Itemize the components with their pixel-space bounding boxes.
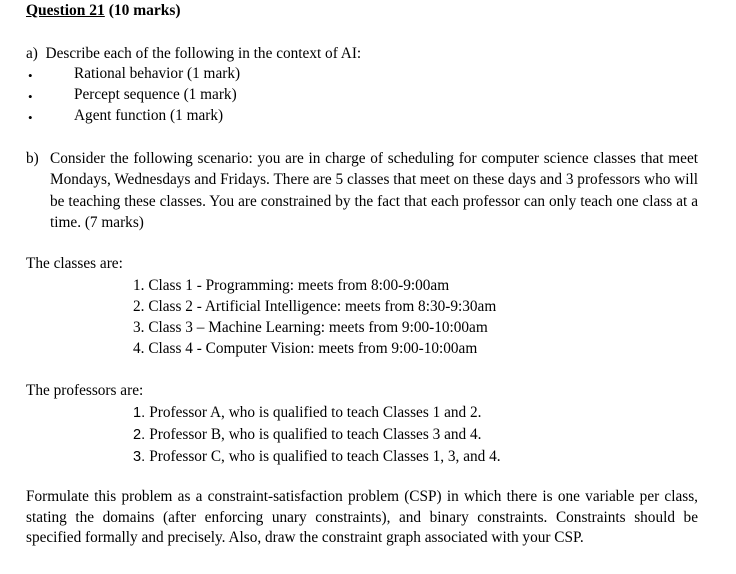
- list-item: [133, 317, 496, 338]
- bullet-icon: •: [28, 68, 33, 83]
- class-item-text: Class 3 – Machine Learning: meets from 9:00-10:00am: [148, 319, 488, 336]
- professor-item-text: Professor A, who is qualified to teach Classes 1 and 2.: [149, 404, 482, 421]
- part-b-label: b): [26, 150, 39, 167]
- question-number: Question 21: [26, 2, 105, 19]
- list-number: 3.: [133, 449, 146, 465]
- list-number: 3.: [133, 319, 145, 336]
- class-item-text: Class 2 - Artificial Intelligence: meets from 8:30-9:30am: [148, 298, 497, 315]
- part-a-item-rational-behavior: Rational behavior (1 mark): [74, 65, 241, 82]
- class-item-text: Class 4 - Computer Vision: meets from 9:00-10:00am: [148, 340, 478, 357]
- question-marks: (10 marks): [108, 2, 181, 19]
- classes-heading: The classes are:: [26, 255, 123, 272]
- list-item: [133, 424, 501, 446]
- part-a-label: a): [26, 45, 38, 62]
- list-item: [133, 275, 496, 296]
- part-a-prompt: Describe each of the following in the context of AI:: [45, 45, 362, 62]
- class-item-text: Class 1 - Programming: meets from 8:00-9:00am: [148, 277, 450, 294]
- list-number: 2.: [133, 298, 145, 315]
- list-number: 1.: [133, 405, 146, 421]
- formulation-instruction: Formulate this problem as a constraint-satisfaction problem (CSP) in which there is one variable per class, stating the domains (after enforcing unary constraints), and binary constraints. Constraints should be specified formally and precisely. Also, draw the constraint graph associated with your CSP.: [26, 488, 698, 547]
- list-number: 1.: [133, 277, 145, 294]
- professors-list: [133, 402, 501, 468]
- list-number: 2.: [133, 427, 146, 443]
- list-item: [133, 338, 496, 359]
- part-a-item-percept-sequence: Percept sequence (1 mark): [74, 86, 237, 103]
- bullet-icon: •: [28, 110, 33, 125]
- list-item: [133, 296, 496, 317]
- classes-list: [133, 275, 496, 359]
- professors-heading: The professors are:: [26, 382, 144, 399]
- part-a-item-agent-function: Agent function (1 mark): [74, 107, 224, 124]
- list-item: [133, 402, 501, 424]
- list-number: 4.: [133, 340, 145, 357]
- list-item: [133, 446, 501, 468]
- professor-item-text: Professor C, who is qualified to teach Classes 1, 3, and 4.: [149, 448, 501, 465]
- part-a-prompt-line: [26, 44, 361, 64]
- bullet-icon: •: [28, 89, 33, 104]
- part-b-scenario: Consider the following scenario: you are in charge of scheduling for computer science classes that meet Mondays, Wednesdays and Fridays. There are 5 classes that meet on these days and 3 professors who will be teaching these classes. You are constrained by the fact that each professor can only teach one class at a time. (7 marks): [50, 150, 698, 232]
- professor-item-text: Professor B, who is qualified to teach Classes 3 and 4.: [149, 426, 482, 443]
- question-heading: [26, 1, 181, 21]
